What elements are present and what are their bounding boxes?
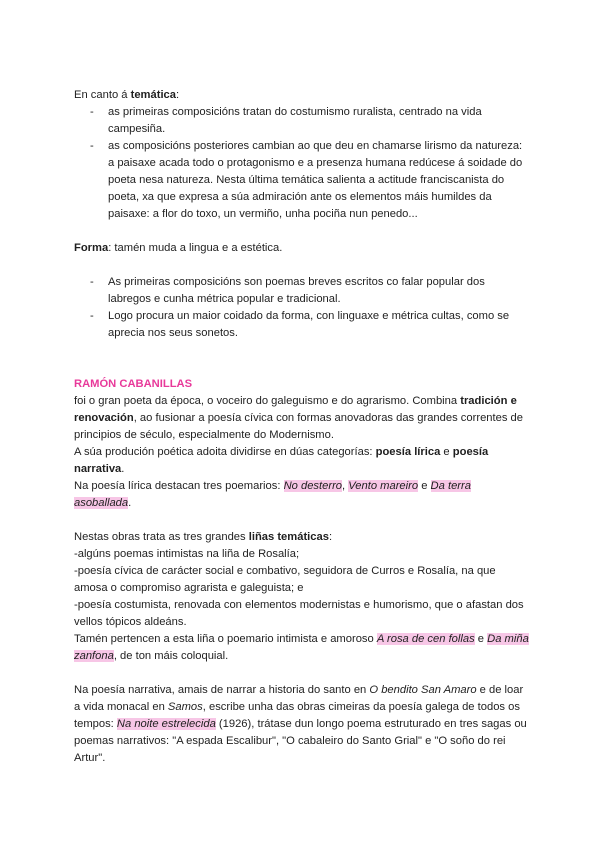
cabanillas-paragraph-2 bbox=[74, 444, 530, 478]
p2-bold-narrativa: poesía narrativa bbox=[74, 446, 489, 475]
list-item: - as composicións posteriores cambian ao que deu en chamarse lirismo da natureza: a paisaxe acada todo o protagonismo e a presenza humana redúcese á soidade do poeta nesa natureza. Nesta última temática salienta a actitude franciscanista do poeta, xa que expresa a súa admiración ante os elementos máis humildes da paisaxe: a flor do toxo, un vermiño, unha pociña nun penedo... bbox=[90, 140, 523, 220]
cabanillas-paragraph-6 bbox=[74, 682, 530, 767]
tematic-line: -poesía costumista, renovada con elementos modernistas e humorismo, que o afastan dos vellos tópicos aldeáns. bbox=[74, 599, 524, 628]
tematica-keyword: temática bbox=[130, 89, 177, 101]
p4-text: Nestas obras trata as tres grandes bbox=[74, 531, 249, 543]
list-item: - Logo procura un maior coidado da forma, con linguaxe e métrica cultas, como se aprecia nos seus sonetos. bbox=[90, 310, 510, 339]
p4-end: : bbox=[328, 531, 333, 543]
p5-text: Tamén pertencen a esta liña o poemario intimista e amoroso bbox=[74, 633, 377, 645]
document-page bbox=[74, 87, 530, 767]
highlight-da-terra-asoballada: Da terra asoballada bbox=[74, 480, 471, 509]
tematic-line: -algúns poemas intimistas na liña de Rosalía; bbox=[74, 548, 300, 560]
cabanillas-paragraph-5 bbox=[74, 631, 530, 665]
forma-text: : tamén muda a lingua e a estética. bbox=[108, 242, 283, 254]
p1-text-end: , ao fusionar a poesía cívica con formas anovadoras das grandes correntes de principios de século, especialmente do Modernismo. bbox=[74, 412, 523, 441]
tematica-list bbox=[74, 104, 530, 223]
forma-intro bbox=[74, 240, 530, 257]
tematica-intro-text: En canto á bbox=[74, 89, 131, 101]
tematica-item-1: as primeiras composicións tratan do costumismo ruralista, centrado na vida campesiña. bbox=[108, 106, 482, 135]
forma-item-1: As primeiras composicións son poemas breves escritos co falar popular dos labregos e cunha métrica popular e tradicional. bbox=[108, 276, 485, 305]
p6-italic-samos: Samos bbox=[167, 701, 203, 713]
p3-sep: , bbox=[342, 480, 349, 492]
p6-text: Na poesía narrativa, amais de narrar a historia do santo en bbox=[74, 684, 370, 696]
cabanillas-paragraph-4 bbox=[74, 529, 530, 546]
cabanillas-paragraph-3 bbox=[74, 478, 530, 512]
highlight-no-desterro: No desterro bbox=[283, 480, 343, 492]
p6-italic-san-amaro: O bendito San Amaro bbox=[369, 684, 477, 696]
tematica-intro bbox=[74, 87, 530, 104]
highlight-rosa-cen-follas: A rosa de cen follas bbox=[376, 633, 475, 645]
p4-bold: liñas temáticas bbox=[248, 531, 329, 543]
highlight-vento-mareiro: Vento mareiro bbox=[348, 480, 419, 492]
p6-text-3: , escribe unha das obras cimeiras da poesía galega de todos os tempos: bbox=[74, 701, 520, 730]
forma-keyword: Forma bbox=[74, 242, 109, 254]
p2-end: . bbox=[121, 463, 125, 475]
p1-bold: tradición e renovación bbox=[74, 395, 517, 424]
p2-bold-lirica: poesía lírica bbox=[375, 446, 441, 458]
section-heading: RAMÓN CABANILLAS bbox=[74, 378, 193, 390]
p3-end: . bbox=[128, 497, 132, 509]
p3-text: Na poesía lírica destacan tres poemarios: bbox=[74, 480, 284, 492]
tematic-line: -poesía cívica de carácter social e combativo, seguidora de Curros e Rosalía, na que amosa o compromiso agrarista e galeguista; e bbox=[74, 565, 496, 594]
cabanillas-paragraph-1 bbox=[74, 393, 530, 444]
highlight-na-noite-estrelecida: Na noite estrelecida bbox=[116, 718, 216, 730]
p2-text: A súa produción poética adoita dividirse en dúas categorías: bbox=[74, 446, 376, 458]
tematica-item-2: as composicións posteriores cambian ao que deu en chamarse lirismo da natureza: a paisaxe acada todo o protagonismo e a presenza humana redúcese á soidade do poeta nesa natureza. Nesta última temática salienta a actitude franciscanista do poeta, xa que expresa a súa admiración ante os elementos máis humildes da paisaxe: a flor do toxo, un vermiño, unha pociña nun penedo... bbox=[108, 140, 523, 220]
forma-list bbox=[74, 274, 530, 342]
p1-text: foi o gran poeta da época, o voceiro do galeguismo e do agrarismo. Combina bbox=[74, 395, 461, 407]
list-item: - As primeiras composicións son poemas breves escritos co falar popular dos labregos e cunha métrica popular e tradicional. bbox=[90, 276, 485, 305]
p6-text-2: e de loar a vida monacal en bbox=[74, 684, 524, 713]
p5-sep: e bbox=[474, 633, 488, 645]
p6-text-4: (1926), trátase dun longo poema estruturado en tres sagas ou poemas narrativos: "A espada Escalibur", "O cabaleiro do Santo Grial" e "O soño do rei Artur". bbox=[74, 718, 527, 764]
highlight-da-mina-zanfona: Da miña zanfona bbox=[74, 633, 529, 662]
p3-sep-2: e bbox=[418, 480, 431, 492]
tematica-colon: : bbox=[176, 89, 180, 101]
list-item: - as primeiras composicións tratan do costumismo ruralista, centrado na vida campesiña. bbox=[90, 106, 482, 135]
p2-and: e bbox=[440, 446, 453, 458]
p5-end: , de ton máis coloquial. bbox=[113, 650, 229, 662]
forma-item-2: Logo procura un maior coidado da forma, con linguaxe e métrica cultas, como se aprecia nos seus sonetos. bbox=[108, 310, 510, 339]
